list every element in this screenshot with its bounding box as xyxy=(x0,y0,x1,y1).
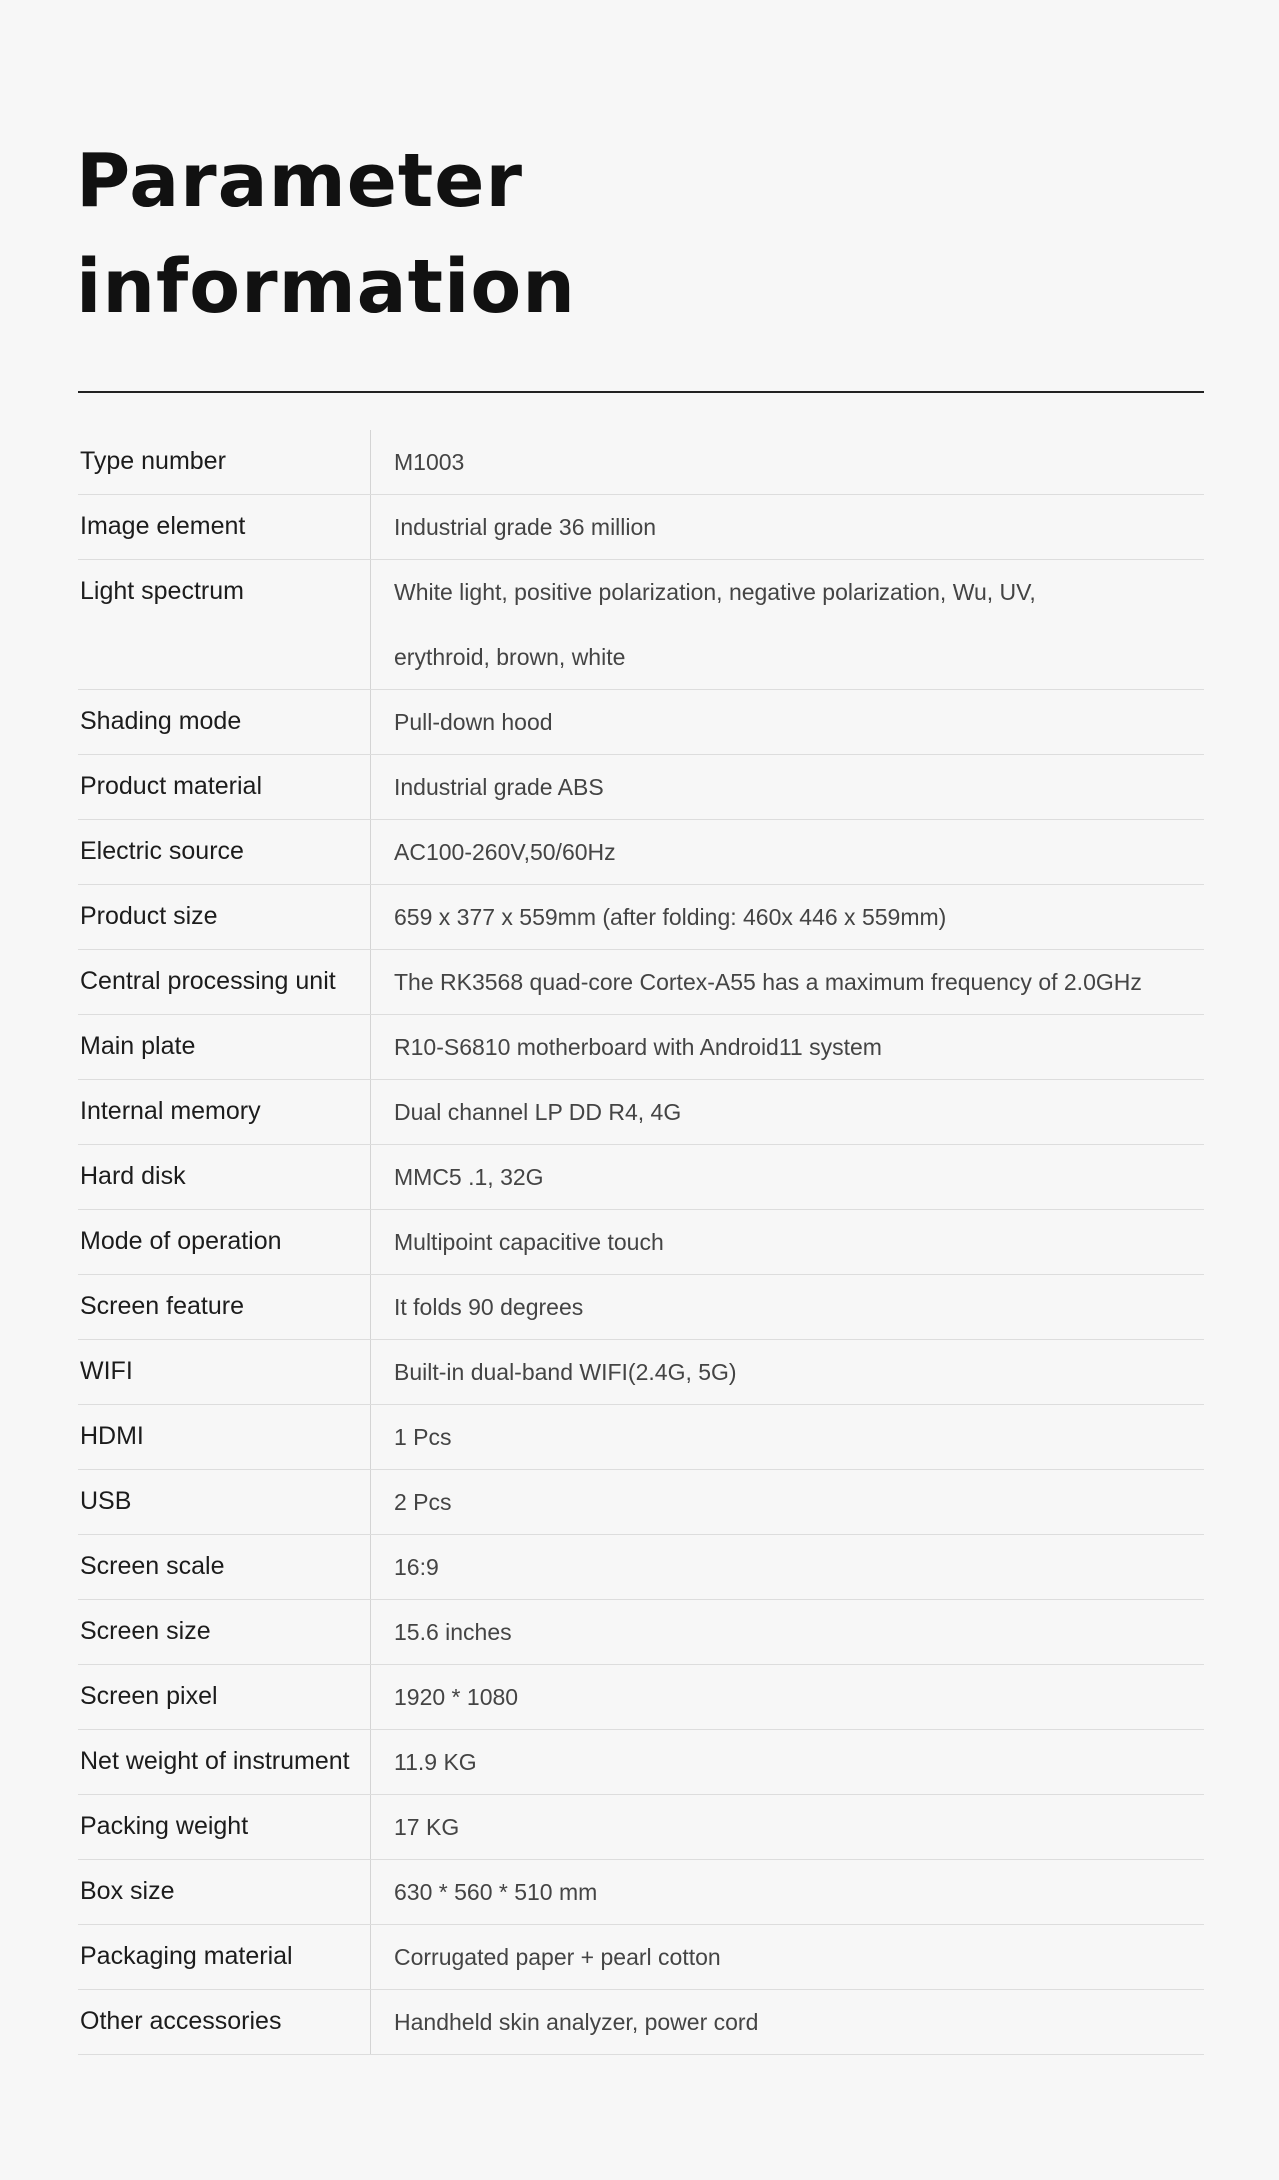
table-row xyxy=(78,1340,1204,1405)
param-value: 630 * 560 * 510 mm xyxy=(394,1879,598,1905)
param-value: R10-S6810 motherboard with Android11 system xyxy=(394,1034,882,1060)
param-value: It folds 90 degrees xyxy=(394,1294,584,1320)
table-row xyxy=(78,1730,1204,1795)
param-label: Screen pixel xyxy=(78,1665,371,1729)
param-value-line: erythroid, brown, white xyxy=(394,644,626,670)
param-label: Shading mode xyxy=(78,690,371,754)
param-label: Screen scale xyxy=(78,1535,371,1599)
param-label: USB xyxy=(78,1470,371,1534)
param-label: Hard disk xyxy=(78,1145,371,1209)
page-title xyxy=(76,128,876,340)
param-label: Image element xyxy=(78,495,371,559)
table-row xyxy=(78,755,1204,820)
param-value: Industrial grade ABS xyxy=(394,774,604,800)
param-value: Corrugated paper + pearl cotton xyxy=(394,1944,721,1970)
param-label: Internal memory xyxy=(78,1080,371,1144)
table-row xyxy=(78,1145,1204,1210)
param-value: Dual channel LP DD R4, 4G xyxy=(394,1099,682,1125)
param-label: Screen feature xyxy=(78,1275,371,1339)
table-row xyxy=(78,430,1204,495)
param-label: Packaging material xyxy=(78,1925,371,1989)
param-value: Multipoint capacitive touch xyxy=(394,1229,664,1255)
param-label: Central processing unit xyxy=(78,950,371,1014)
table-row xyxy=(78,1015,1204,1080)
param-value: Handheld skin analyzer, power cord xyxy=(394,2009,759,2035)
param-label: Light spectrum xyxy=(78,560,371,689)
page-title-line-2: information xyxy=(76,244,576,330)
param-value-line: White light, positive polarization, negative polarization, Wu, UV, xyxy=(394,579,1036,605)
parameter-table xyxy=(78,430,1204,2055)
param-value: 1 Pcs xyxy=(394,1424,452,1450)
param-label: Box size xyxy=(78,1860,371,1924)
table-row xyxy=(78,1275,1204,1340)
param-label: Other accessories xyxy=(78,1990,371,2054)
table-row xyxy=(78,1470,1204,1535)
table-row xyxy=(78,950,1204,1015)
table-row xyxy=(78,1925,1204,1990)
table-row xyxy=(78,690,1204,755)
param-value: 16:9 xyxy=(394,1554,439,1580)
param-label: Packing weight xyxy=(78,1795,371,1859)
table-row xyxy=(78,1535,1204,1600)
param-value: AC100-260V,50/60Hz xyxy=(394,839,616,865)
param-value: Built-in dual-band WIFI(2.4G, 5G) xyxy=(394,1359,737,1385)
param-value: 659 x 377 x 559mm (after folding: 460x 446 x 559mm) xyxy=(394,904,947,930)
param-label: Mode of operation xyxy=(78,1210,371,1274)
table-row xyxy=(78,1860,1204,1925)
param-label: Net weight of instrument xyxy=(78,1730,371,1794)
table-row xyxy=(78,1080,1204,1145)
param-label: Main plate xyxy=(78,1015,371,1079)
table-row xyxy=(78,1990,1204,2055)
param-label: Product material xyxy=(78,755,371,819)
param-value: M1003 xyxy=(394,449,465,475)
param-value: Pull-down hood xyxy=(394,709,553,735)
param-label: Screen size xyxy=(78,1600,371,1664)
param-value xyxy=(371,560,1204,689)
param-label: Electric source xyxy=(78,820,371,884)
table-row xyxy=(78,1210,1204,1275)
param-value: 15.6 inches xyxy=(394,1619,512,1645)
table-row xyxy=(78,885,1204,950)
param-label: Product size xyxy=(78,885,371,949)
title-divider xyxy=(78,391,1204,393)
param-label: HDMI xyxy=(78,1405,371,1469)
page-title-line-1: Parameter xyxy=(76,138,523,224)
param-value: 1920 * 1080 xyxy=(394,1684,519,1710)
table-row xyxy=(78,560,1204,690)
table-row xyxy=(78,1665,1204,1730)
table-row xyxy=(78,1600,1204,1665)
table-row xyxy=(78,1795,1204,1860)
table-row xyxy=(78,495,1204,560)
param-value: 2 Pcs xyxy=(394,1489,452,1515)
table-row xyxy=(78,1405,1204,1470)
param-label: Type number xyxy=(78,430,371,494)
param-value: MMC5 .1, 32G xyxy=(394,1164,544,1190)
param-value: 17 KG xyxy=(394,1814,460,1840)
param-label: WIFI xyxy=(78,1340,371,1404)
param-value: The RK3568 quad-core Cortex-A55 has a maximum frequency of 2.0GHz xyxy=(394,969,1142,995)
table-row xyxy=(78,820,1204,885)
param-value: 11.9 KG xyxy=(394,1749,477,1775)
param-value: Industrial grade 36 million xyxy=(394,514,657,540)
